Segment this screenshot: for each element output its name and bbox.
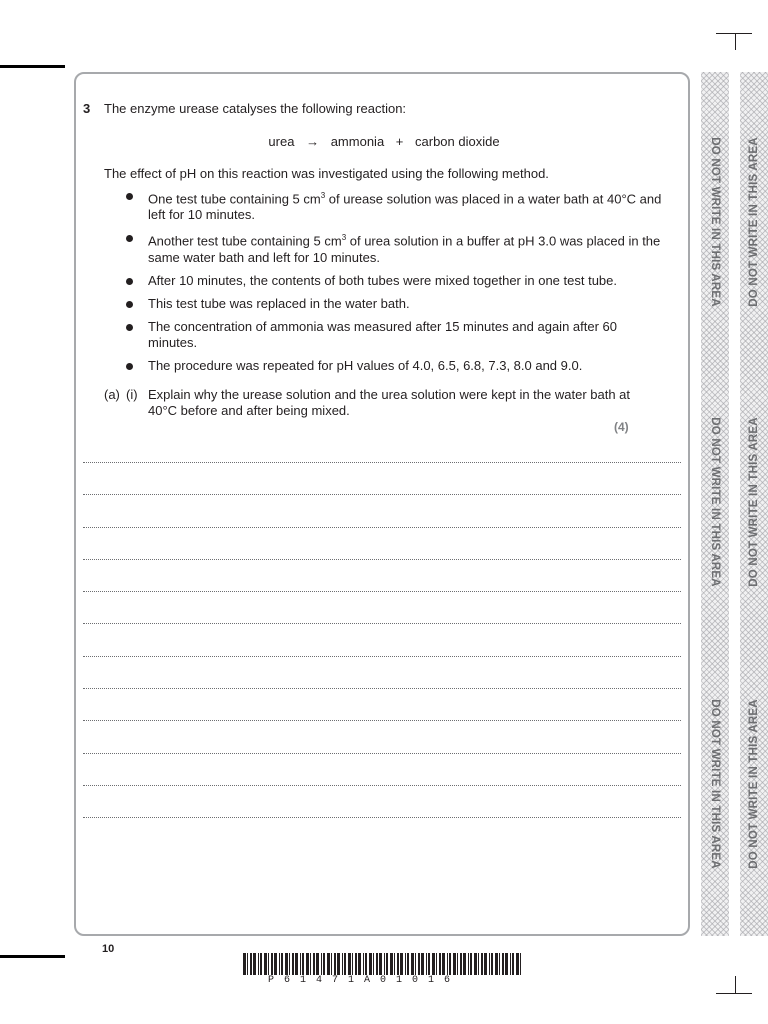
- method-bullet: Another test tube containing 5 $cm^3$ of urea solution in a buffer at pH 3.0 was placed in the same water bath and left for 10 minutes.: [104, 230, 664, 265]
- bullet-icon: [126, 278, 133, 285]
- barcode-text: P61471A01016: [268, 975, 461, 986]
- margin-bar-bottom: [0, 955, 65, 958]
- equation-arrow: →: [306, 134, 320, 149]
- subpart-question: Explain why the urease solution and the urea solution were kept in the water bath at 40°C before and after being mixed.: [148, 387, 631, 418]
- page-number: 10: [102, 943, 115, 955]
- margin-warning: DO NOT WRITE IN THIS AREA: [748, 137, 760, 307]
- answer-line[interactable]: [83, 785, 681, 786]
- answer-line[interactable]: [83, 753, 681, 754]
- part-label: (a): [104, 387, 120, 402]
- answer-line[interactable]: [83, 527, 681, 528]
- margin-warning: DO NOT WRITE IN THIS AREA: [748, 417, 760, 587]
- margin-bar-top: [0, 65, 65, 68]
- bullet-icon: [126, 363, 133, 370]
- answer-line[interactable]: [83, 720, 681, 721]
- answer-line[interactable]: [83, 688, 681, 689]
- question-number: 3: [83, 101, 91, 116]
- do-not-write-strip-outer: [740, 72, 768, 936]
- bullet-icon: [126, 193, 133, 200]
- margin-warning: DO NOT WRITE IN THIS AREA: [748, 699, 760, 869]
- answer-line[interactable]: [83, 656, 681, 657]
- answer-line[interactable]: [83, 559, 681, 560]
- subpart-label: (i): [126, 387, 138, 402]
- margin-warning: DO NOT WRITE IN THIS AREA: [709, 417, 721, 587]
- margin-warning: DO NOT WRITE IN THIS AREA: [709, 137, 721, 307]
- method-bullet-list: [104, 188, 664, 381]
- bullet-icon: [126, 301, 133, 308]
- method-lead: The effect of pH on this reaction was investigated using the following method.: [104, 166, 549, 181]
- answer-line[interactable]: [83, 817, 681, 818]
- crop-mark-bottom-v: [735, 976, 736, 993]
- barcode-icon: [243, 953, 523, 975]
- crop-mark-top-v: [735, 33, 736, 50]
- answer-line[interactable]: [83, 591, 681, 592]
- margin-warning: DO NOT WRITE IN THIS AREA: [709, 699, 721, 869]
- bullet-icon: [126, 324, 133, 331]
- crop-mark-bottom-h: [716, 993, 752, 994]
- method-bullet: After 10 minutes, the contents of both tubes were mixed together in one test tube.: [104, 273, 664, 289]
- equation-reactant: urea: [268, 134, 295, 149]
- answer-line[interactable]: [83, 462, 681, 463]
- do-not-write-strip-inner: [701, 72, 729, 936]
- method-bullet: One test tube containing 5 $cm^3$ of urease solution was placed in a water bath at 40°C and left for 10 minutes.: [104, 188, 664, 223]
- method-bullet: This test tube was replaced in the water bath.: [104, 296, 664, 312]
- answer-line[interactable]: [83, 494, 681, 495]
- crop-mark-top-h: [716, 33, 752, 34]
- answer-line[interactable]: [83, 623, 681, 624]
- equation-product-1: ammonia: [330, 134, 385, 149]
- method-bullet: The procedure was repeated for pH values of 4.0, 6.5, 6.8, 7.3, 8.0 and 9.0.: [104, 358, 664, 374]
- marks-allocation: (4): [614, 420, 629, 434]
- method-bullet: The concentration of ammonia was measured after 15 minutes and again after 60 minutes.: [104, 319, 664, 351]
- equation-product-2: carbon dioxide: [415, 134, 500, 149]
- answer-area[interactable]: [83, 462, 681, 850]
- equation-plus: +: [395, 134, 404, 149]
- reaction-equation: [0, 134, 768, 149]
- bullet-icon: [126, 235, 133, 242]
- question-intro: The enzyme urease catalyses the following reaction:: [104, 101, 407, 116]
